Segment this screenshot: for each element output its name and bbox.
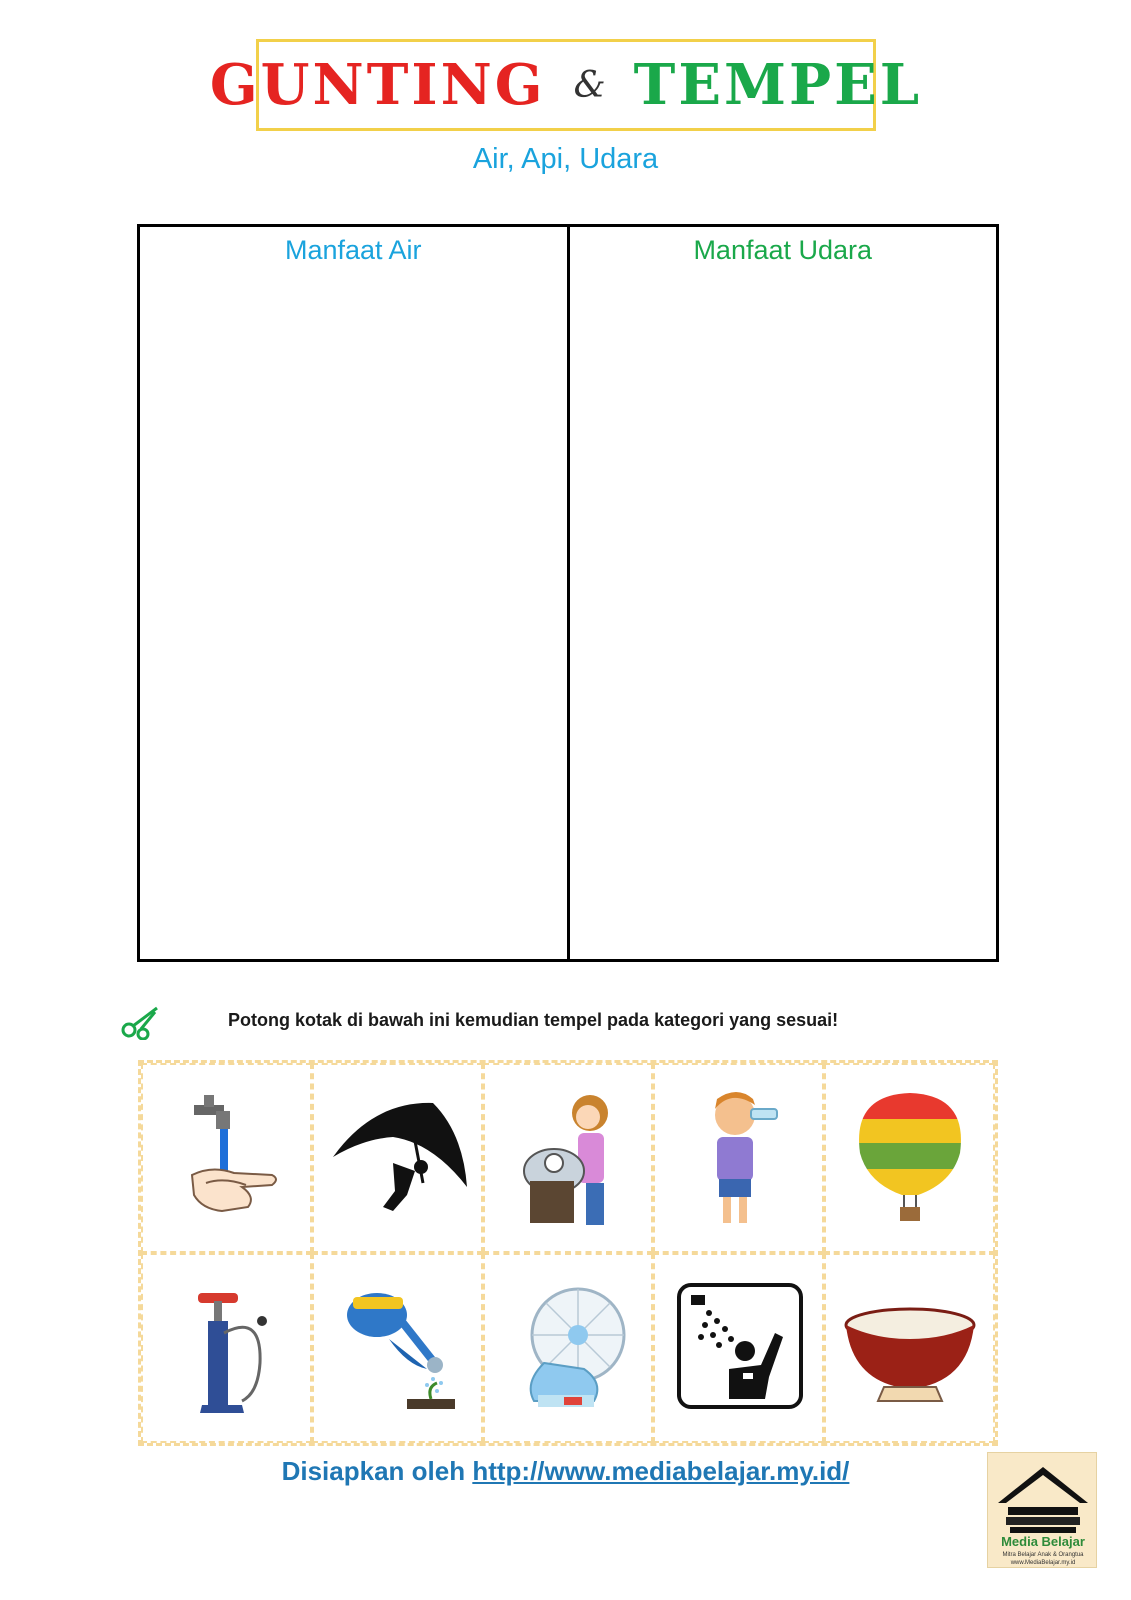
house-books-icon (988, 1453, 1098, 1569)
column-header-udara: Manfaat Udara (693, 235, 873, 265)
footer-link[interactable]: http://www.mediabelajar.my.id/ (472, 1456, 850, 1486)
hot-air-balloon-icon (836, 1083, 984, 1233)
footer-credit (0, 1456, 1131, 1487)
cut-card[interactable] (653, 1063, 824, 1253)
cut-card[interactable] (141, 1063, 312, 1253)
cut-card[interactable] (824, 1253, 995, 1443)
shower-icon (665, 1273, 813, 1423)
cut-card[interactable] (141, 1253, 312, 1443)
hang-glider-icon (323, 1083, 471, 1233)
cut-instruction: Potong kotak di bawah ini kemudian tempel pada kategori yang sesuai! (228, 1010, 839, 1030)
column-manfaat-udara[interactable] (567, 227, 997, 959)
sorting-table (137, 224, 999, 962)
worksheet-subtitle: Air, Api, Udara (472, 143, 659, 175)
title-ampersand: & (573, 64, 606, 106)
cut-card[interactable] (824, 1063, 995, 1253)
column-manfaat-air[interactable] (140, 227, 567, 959)
watering-can-icon (323, 1273, 471, 1423)
air-pump-icon (152, 1273, 300, 1423)
bowl-icon (836, 1273, 984, 1423)
scissors-icon (121, 1004, 161, 1040)
media-belajar-logo (987, 1452, 1097, 1568)
cut-card[interactable] (483, 1063, 654, 1253)
cut-out-grid (138, 1060, 998, 1446)
washing-dishes-icon (494, 1083, 642, 1233)
title-banner (209, 39, 923, 131)
boy-drinking-water-icon (665, 1083, 813, 1233)
title-tempel: TEMPEL (633, 52, 923, 118)
footer-prefix: Disiapkan oleh (281, 1456, 473, 1486)
title-gunting: GUNTING (209, 52, 546, 118)
cut-card[interactable] (312, 1253, 483, 1443)
handwashing-tap-icon (152, 1083, 300, 1233)
column-header-air: Manfaat Air (284, 235, 422, 265)
cut-card[interactable] (312, 1063, 483, 1253)
logo-url: www.MediaBelajar.my.id (1010, 1560, 1076, 1566)
electric-fan-icon (494, 1273, 642, 1423)
logo-brand: Media Belajar (1001, 1534, 1085, 1549)
cut-card[interactable] (483, 1253, 654, 1443)
logo-tagline: Mitra Belajar Anak & Orangtua (1002, 1552, 1084, 1558)
cut-card[interactable] (653, 1253, 824, 1443)
